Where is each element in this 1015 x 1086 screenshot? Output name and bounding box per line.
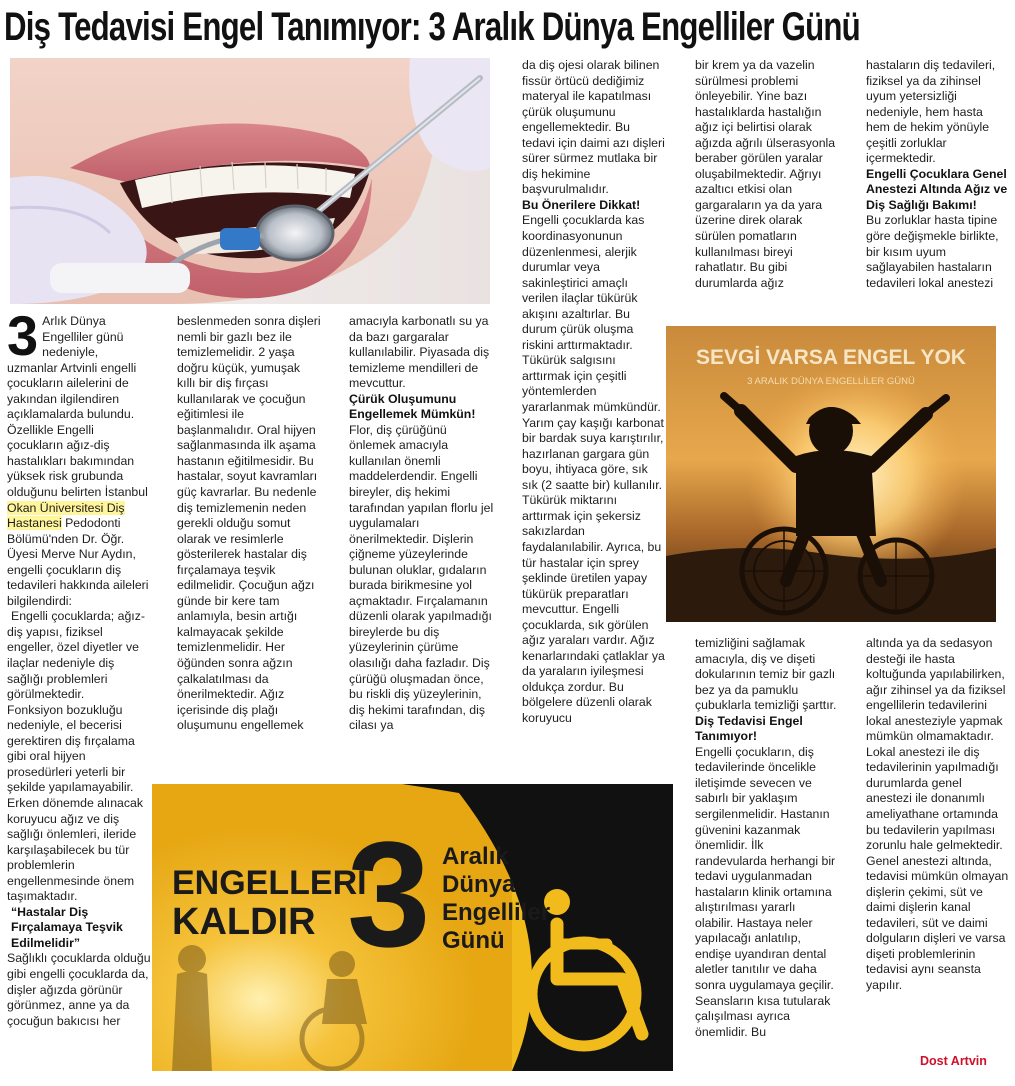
banner-right-line: Engelliler (442, 899, 551, 926)
okan-university-link[interactable]: Okan Üniversitesi Diş Hastanesi (7, 500, 125, 531)
source-credit: Dost Artvin (920, 1054, 987, 1068)
article-column-2 (177, 314, 321, 776)
article-column-5-top (695, 58, 837, 308)
lead-paragraph-end: Pedodonti Bölümü'nden Dr. Öğr. Üyesi Merve Nur Aydın, engelli çocukların diş tedavileri hakkında aileleri bilgilendirdi: (7, 516, 149, 608)
headline-area (0, 0, 1015, 54)
dental-illustration (10, 58, 490, 304)
paragraph: Fonksiyon bozukluğu nedeniyle, el becerisi gerektiren diş fırçalama gibi oral hijyen prosedürleri yeterli bir şekilde yapılamayabilir. Erken dönemde alınacak koruyucu ağız ve diş sağlığı önlemleri, ileride karşılaşabilecek bu tür problemlerin engellenmesinde önem taşımaktadır. (7, 702, 144, 904)
banner-right-line: Dünya (442, 871, 516, 898)
article-column-1 (7, 314, 152, 1064)
poster-title: SEVGİ VARSA ENGEL YOK (696, 346, 966, 369)
banner-line1: ENGELLERİ (172, 864, 367, 902)
paragraph: hastaların diş tedavileri, fiziksel ya da zihinsel uyum yetersizliği nedeniyle, hem hasta hem de hekim yönüyle çeşitli zorluklar içermektedir. (866, 58, 996, 166)
lead-paragraph: Arlık Dünya Engelliler günü nedeniyle, uzmanlar Artvinli engelli çocukların ailelerini de yakından ilgilendiren açıklamalarda bulundu. Özellikle Engelli çocukların ağız-diş hastalıkları bakımından yüksek risk grubunda olduğunu belirten İstanbul (7, 314, 148, 500)
article-column-4 (522, 58, 666, 776)
poster-subtitle: 3 ARALIK DÜNYA ENGELLİLER GÜNÜ (747, 376, 915, 387)
banner-number: 3 (347, 810, 431, 978)
paragraph: Engelli çocukların, diş tedavilerinde öncelikle iletişimde sevecen ve sabırlı bir yaklaşım sergilenmelidir. Hastanın güvenini kazanmak önemlidir. İlk randevularda herhangi bir tedavi uygulanmadan hastaların klinik ortamına alıştırılması yararlı olabilir. Hastaya neler yapılacağı anlatılıp, endişe uyandıran dental aletler tanıtılır ve daha sonra uygulamaya geçilir. Seansların kısa tutularak çalışılması ayrıca önemlidir. Bu (695, 744, 836, 1039)
subheading: Bu Önerilere Dikkat! (522, 197, 641, 212)
paragraph: bir krem ya da vazelin sürülmesi problemi önleyebilir. Yine bazı hastalıklarda hastalığın ağız içi belirtisi olarak ağızda ağrılı ülserasyonla beraber görülen yaralar oluşabilmektedir. Ağrıyı azaltıcı etkisi olan gargaraların ya da yara üzerine direk olarak sürülen pomatların kullanılması bireyi rahatlatır. Bu gibi durumlarda ağız (695, 58, 836, 290)
paragraph: Bu zorluklar hasta tipine göre değişmekle birlikte, bir kısım uyum sağlayabilen hastaların tedavileri lokal anestezi (866, 213, 999, 290)
paragraph: amacıyla karbonatlı su ya da bazı gargaralar kullanılabilir. Piyasada diş temizleme mendilleri de mevcuttur. (349, 314, 490, 391)
paragraph: Engelli çocuklarda; ağız-diş yapısı, fiziksel engeller, özel diyetler ve ilaçlar nedeniyle diş sağlığı problemleri görülmektedir. (7, 609, 145, 702)
subheading: Engelli Çocuklara Genel Anestezi Altında Ağız ve Diş Sağlığı Bakımı! (866, 166, 1008, 212)
dropcap: 3 (7, 314, 39, 367)
poster-sevgi-varsa-engel-yok (666, 326, 996, 622)
paragraph: altında ya da sedasyon desteği ile hasta koltuğunda yapılabilirken, ağır zihinsel ya da fiziksel engellilerin tedavilerini lokal anesteziyle yapmak mümkün olmamaktadır. Lokal anestezi ile diş tedavilerinin yapılmadığı durumlarda genel anestezi ile donanımlı ameliyathane ortamında bu tedavilerin yapılması zorunlu hale gelmektedir. Genel anestezi altında, tedavisi mümkün olmayan dişlerin çekimi, süt ve daimi dişlerin kanal tedavileri, süt ve daimi dolguların dişleri ve varsa dişeti problemlerinin tedavisi aynı seansta yapılır. (866, 636, 1009, 993)
article-column-6-top (866, 58, 1010, 308)
paragraph: da diş ojesi olarak bilinen fissür örtücü dediğimiz materyal ile kapatılması çürük oluşumunu engellemektedir. Bu tedavi için daimi azı dişleri sürer sürmez mutlaka bir diş hekimine başvurulmalıdır. (522, 58, 665, 197)
article-column-6-bottom (866, 636, 1010, 1048)
headline: Diş Tedavisi Engel Tanımıyor: 3 Aralık Dünya Engelliler Günü (4, 5, 860, 49)
paragraph: temizliğini sağlamak amacıyla, diş ve dişeti dokularının temiz bir gazlı bez ya da pamuklu çubuklarla temizliği şarttır. (695, 636, 837, 713)
dental-photo (10, 58, 490, 304)
banner-right-line: Günü (442, 927, 505, 954)
banner-engelleri-kaldir (152, 784, 673, 1071)
wheelchair-sunset-illustration (666, 326, 996, 622)
subheading: “Hastalar Diş Fırçalamaya Teşvik Edilmelidir” (11, 904, 123, 950)
banner-right-line: Aralık (442, 843, 509, 870)
paragraph: Flor, diş çürüğünü önlemek amacıyla kullanılan önemli maddelerdendir. Engelli bireyler, diş hekimi tarafından yapılan florlu jel uygulamaları önerilmektedir. Dişlerin çiğneme yüzeylerinde bulunan oluklar, gıdaların burada birikmesine yol açmaktadır. Fırçalamanın düzenli olarak yapılmadığı bireylerde bu diş yüzeylerinin çürüme olasılığı daha fazladır. Diş çürüğü oluşmadan önce, bu riskli diş yüzeylerinin, diş hekimi tarafından, diş cilası ya (349, 422, 494, 733)
paragraph: Engelli çocuklarda kas koordinasyonunun düzenlenmesi, alerjik durumlar veya sakinleştirici amaçlı verilen ilaçlar tükürük akışını azaltırlar. Bu durum çürük oluşma riskini arttırmaktadır. Tükürük salgısını arttırmak için çeşitli yöntemlerden yararlanmak mümkündür. Yarım çay kaşığı karbonat bir bardak suya karıştırılır, hazırlanan gargara gün boyu, ihtiyaca göre, sık sık (2 saatte bir) kullanılır. Tükürük miktarını arttırmak için şekersiz sakızlardan faydalanılabilir. Ayrıca, bu tür hastalar için sprey şeklinde üretilen yapay tükürük preparatları mevcuttur. Engelli çocuklarda, sık görülen ağız yaraları vardır. Ağız kenarlarındaki çatlaklar ya da yaraların iyileşmesi oldukça zordur. Bu bölgelere düzenli olarak koruyucu (522, 213, 665, 725)
subheading: Diş Tedavisi Engel Tanımıyor! (695, 713, 803, 744)
article-column-5-bottom (695, 636, 837, 1074)
subheading: Çürük Oluşumunu Engellemek Mümkün! (349, 391, 476, 422)
engelleri-kaldir-illustration (152, 784, 673, 1071)
paragraph: beslenmeden sonra dişleri nemli bir gazlı bez ile temizlemelidir. 2 yaşa doğru küçük, yumuşak kıllı bir diş fırçası kullanılarak ve çocuğun eğitimlesi ile başlanmalıdır. Oral hijyen sağlanmasında ilk aşama hastanın eğitilmesidir. Bu hastalar, soyut kavramları güç kavrarlar. Bu nedenle diş temizlemenin neden gerekli olduğu somut olarak ve resimlerle gösterilerek hastalar diş fırçalamaya teşvik edilmelidir. Çocuğun ağzı günde bir kere tam anlamıyla, besin artığı kalmayacak şekilde temizlenmelidir. Her öğünden sonra ağzın çalkalatılması da önerilmektedir. Ağız içerisinde diş plağı oluşumunu engellemek (177, 314, 321, 733)
article-column-3 (349, 314, 494, 776)
paragraph: Sağlıklı çocuklarda olduğu gibi engelli çocuklarda da, dişler ağızda görünür görünmez, anne ya da çocuğun bakıcısı her (7, 951, 151, 1028)
banner-line2: KALDIR (172, 901, 316, 943)
